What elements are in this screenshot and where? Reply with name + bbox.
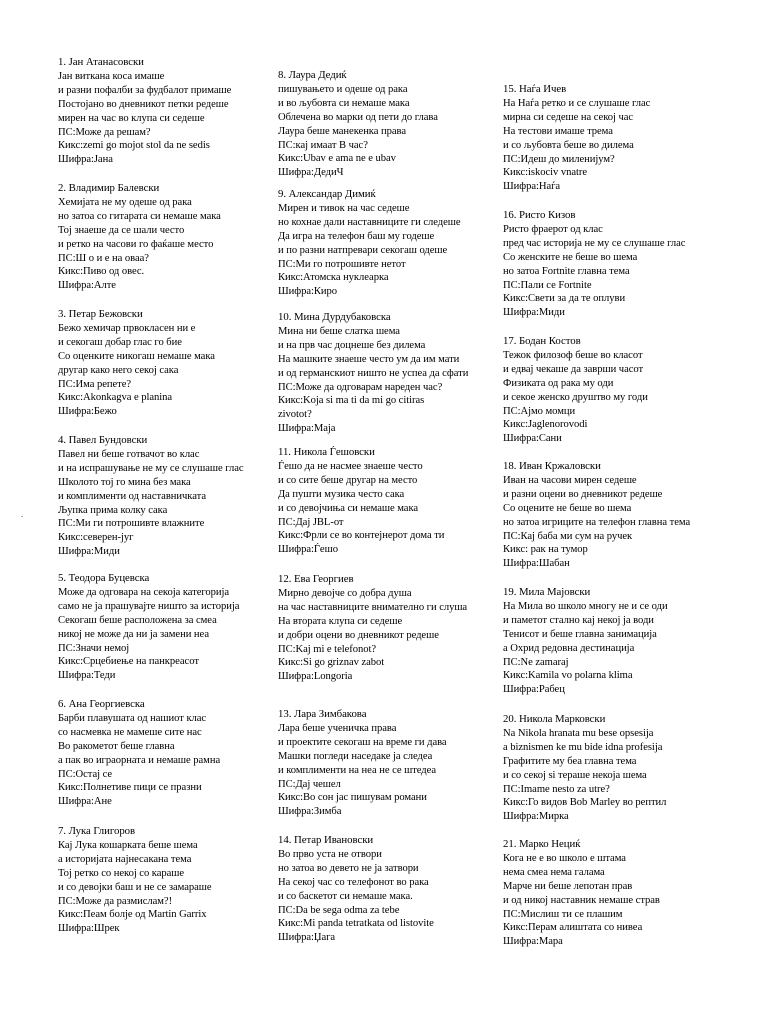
entry-line: нема смеа нема галама <box>503 866 605 878</box>
entry-line: Барби плавушата од нашиот клас <box>58 712 207 724</box>
entry-line: Шифра:Алте <box>58 280 116 292</box>
entry-line: ПС:Kaj mi e telefonot? <box>278 643 377 655</box>
student-entry <box>58 182 280 293</box>
entry-line: Шифра:Миди <box>58 546 120 558</box>
entry-line: Љупка прима колку сака <box>58 504 168 516</box>
entry-line: и од германскиот ништо не успеа да сфати <box>278 367 469 379</box>
student-entry <box>278 311 502 436</box>
entry-line: Шифра:Наѓа <box>503 181 561 193</box>
student-entry <box>278 708 502 819</box>
entry-line: Шифра:Киро <box>278 286 337 298</box>
entry-line: Шифра:ДедиЧ <box>278 167 344 179</box>
entry-title: 3. Петар Бежовски <box>58 308 143 320</box>
entry-line: Кикс:Kamila vo polarna klima <box>503 670 633 682</box>
entry-title: 20. Никола Марковски <box>503 713 606 725</box>
entry-line: Шифра:Longoria <box>278 671 353 683</box>
entry-line: ПС:Кај баба ми сум на ручек <box>503 530 633 542</box>
stray-mark: . <box>21 509 24 519</box>
entry-line: само не ја прашувајте ништо за историја <box>58 600 240 612</box>
entry-title: 13. Лара Зимбакова <box>278 708 367 720</box>
entry-line: ПС:Има репете? <box>58 378 131 390</box>
entry-title: 19. Мила Мајовски <box>503 586 591 598</box>
entry-line: Кога не е во школо е штама <box>503 852 626 864</box>
student-entry <box>503 838 765 949</box>
entry-line: и разни пофалби за фудбалот примаше <box>58 84 232 96</box>
entry-line: никој не може да ни ја замени неа <box>58 628 209 640</box>
entry-line: ПС:Може да одговарам нареден час? <box>278 381 443 393</box>
entry-line: и секогаш добар глас го бие <box>58 336 182 348</box>
entry-line: ПС:Ш о и е на оваа? <box>58 252 149 264</box>
entry-line: Кикс:Пиво од овес. <box>58 266 145 278</box>
entry-line: пред час историја не му се слушаше глас <box>503 237 686 249</box>
entry-line: Кикс:Mi panda tetratkata od listovite <box>278 918 434 930</box>
entry-line: На тестови имаше трема <box>503 125 613 137</box>
entry-line: Кикс:Si go griznav zabot <box>278 657 385 669</box>
entry-line: zivotot? <box>278 409 312 421</box>
entry-line: и разни оцени во дневникот редеше <box>503 488 663 500</box>
entry-line: и едвај чекаше да заврши часот <box>503 363 644 375</box>
entry-line: и комплименти од наставничката <box>58 490 206 502</box>
entry-line: Кикс: рак на тумор <box>503 544 588 556</box>
entry-title: 8. Лаура Дедиќ <box>278 69 347 81</box>
entry-line: ПС:Ми ги потрошивте влажните <box>58 518 205 530</box>
entry-line: и со љубовта беше во дилема <box>503 139 634 151</box>
entry-line: Шифра:Џага <box>278 932 336 944</box>
entry-line: ПС:Ми го потрошивте нетот <box>278 258 406 270</box>
entry-line: со насмевка не мамеше сите нас <box>58 726 202 738</box>
student-entry <box>503 713 765 824</box>
entry-line: Машки погледи наседаке ја следеа <box>278 750 433 762</box>
student-entry <box>278 573 502 684</box>
entry-line: Со оцените не беше во шема <box>503 502 632 514</box>
entry-line: Тенисот и беше главна занимација <box>503 628 657 640</box>
entry-line: и добри оцени во дневникот редеше <box>278 629 439 641</box>
student-entry <box>278 69 502 180</box>
entry-line: Кикс:Фрли се во контејнерот дома ти <box>278 530 445 542</box>
entry-line: но затоа игриците на телефон главна тема <box>503 516 691 528</box>
entry-line: но затоа во девето не ја затвори <box>278 862 419 874</box>
entry-line: и со девојки баш и не се замараше <box>58 881 212 893</box>
entry-line: Во ракометот беше главна <box>58 740 175 752</box>
entry-title: 2. Владимир Балевски <box>58 182 160 194</box>
entry-line: Физиката од рака му оди <box>503 377 614 389</box>
entry-line: ПС:Остај се <box>58 768 113 780</box>
entry-line: Кикс:Jaglenorovodi <box>503 419 588 431</box>
entry-line: Кикс:Перам алиштата со нивеа <box>503 922 643 934</box>
entry-line: Облечена во марки од пети до глава <box>278 111 438 123</box>
entry-line: Павел ни беше готвачот во клас <box>58 448 200 460</box>
entry-line: Кикс:Akonkagva e planina <box>58 392 173 404</box>
entry-line: Тој ретко со некој со караше <box>58 867 185 879</box>
entry-line: ПС:Може да размислам?! <box>58 895 173 907</box>
entry-line: ПС:Може да решам? <box>58 126 151 138</box>
entry-line: и паметот стално кај некој ја води <box>503 614 654 626</box>
entry-line: Мина ни беше слатка шема <box>278 325 400 337</box>
entry-line: и на испрашување не му се слушаше глас <box>58 462 244 474</box>
entry-line: и комплименти на неа не се штедеа <box>278 764 437 776</box>
entry-title: 6. Ана Георгиевска <box>58 698 145 710</box>
entry-line: Марче ни беше лепотан прав <box>503 880 633 892</box>
entry-line: Бежо хемичар првокласен ни е <box>58 322 196 334</box>
entry-line: На втората клупа си седеше <box>278 615 403 627</box>
entry-line: пишувањето и одеше од рака <box>278 83 408 95</box>
entry-line: и ретко на часови го фаќаше место <box>58 238 214 250</box>
entry-line: ПС:Дај JBL-от <box>278 516 344 528</box>
entry-line: мирен на час во клупа си седеше <box>58 112 205 124</box>
entry-line: Шифра:Мара <box>503 936 563 948</box>
entry-line: Шифра:Бежо <box>58 406 117 418</box>
student-entry <box>503 83 765 194</box>
entry-title: 9. Александар Димиќ <box>278 188 376 200</box>
entry-line: Во прво уста не отвори <box>278 848 382 860</box>
entry-line: на час наставниците внимателно ги слуша <box>278 601 468 613</box>
entry-line: Иван на часови мирен седеше <box>503 474 637 486</box>
student-entry <box>503 335 765 446</box>
entry-line: Графитите му беа главна тема <box>503 755 637 767</box>
entry-title: 18. Иван Кржаловски <box>503 460 601 472</box>
entry-line: Шифра:Шрек <box>58 923 120 935</box>
entry-line: ПС:кај имаат В час? <box>278 139 368 151</box>
entry-line: Кикс:iskociv vnatre <box>503 167 588 179</box>
entry-line: Кикс:Го видов Bob Marley во рептил <box>503 797 667 809</box>
entry-line: ПС:Дај чешел <box>278 778 341 790</box>
entry-title: 4. Павел Бундовски <box>58 434 148 446</box>
entry-line: Може да одговара на секоја категорија <box>58 586 230 598</box>
entry-line: Тој знаеше да се шали често <box>58 224 185 236</box>
entry-line: и секое женско друштво му годи <box>503 391 648 403</box>
entry-line: и проектите секогаш на време ги дава <box>278 736 447 748</box>
entry-line: На Наѓа ретко и се слушаше глас <box>503 97 651 109</box>
entry-line: Лара беше ученичка права <box>278 722 397 734</box>
entry-line: Со оценките никогаш немаше мака <box>58 350 215 362</box>
entry-line: a biznismen ke mu bide idna profesija <box>503 741 663 753</box>
student-entry <box>58 434 280 559</box>
entry-line: Кикс:Срцебиење на панкреасот <box>58 656 199 668</box>
entry-line: ПС:Da be sega odma za tebe <box>278 904 400 916</box>
student-entry <box>58 308 280 419</box>
entry-line: Кај Лука кошарката беше шема <box>58 839 198 851</box>
entry-line: и на прв час доцнеше без дилема <box>278 339 426 351</box>
entry-line: мирна си седеше на секој час <box>503 111 634 123</box>
entry-line: Мирен и тивок на час седеше <box>278 202 410 214</box>
entry-line: Со женските не беше во шема <box>503 251 638 263</box>
entry-title: 7. Лука Глигоров <box>58 825 136 837</box>
entry-line: Кикс:северен-југ <box>58 532 134 544</box>
entry-line: Шифра:Миди <box>503 307 565 319</box>
entry-title: 5. Теодора Буцевска <box>58 572 150 584</box>
entry-line: Кикс:Во сон јас пишувам романи <box>278 792 427 804</box>
entry-line: но кохнае дали наставниците ги следеше <box>278 216 461 228</box>
entry-line: На Мила во школо многу не и се оди <box>503 600 668 612</box>
entry-line: Шифра:Сани <box>503 433 562 445</box>
student-entry <box>58 572 280 683</box>
entry-line: Кикс:Koja si ma ti da mi go citiras <box>278 395 425 407</box>
entry-line: На секој час со телефонот во рака <box>278 876 429 888</box>
entry-line: Шифра:Маја <box>278 423 336 435</box>
entry-line: Na Nikola hranata mu bese opsesija <box>503 727 654 739</box>
entry-line: и со девојчиња си немаше мака <box>278 502 419 514</box>
entry-line: Шифра:Зимба <box>278 806 342 818</box>
entry-line: ПС:Мислиш ти се плашим <box>503 908 623 920</box>
entry-title: 15. Наѓа Ичев <box>503 83 567 95</box>
entry-title: 1. Јан Атанасовски <box>58 56 144 68</box>
entry-line: Кикс:Свети за да те оплуви <box>503 293 626 305</box>
entry-line: Ѓешо да не насмее знаеше често <box>278 460 423 472</box>
student-entry <box>58 56 280 167</box>
entry-line: а Охрид редовна дестинација <box>503 642 635 654</box>
entry-line: Да пушти музика често сака <box>278 488 405 500</box>
entry-line: Кикс:Пеам болје од Martin Garrix <box>58 909 207 921</box>
entry-line: Школото тој го мина без мака <box>58 476 191 488</box>
entry-line: и со секој si тераше некоја шема <box>503 769 647 781</box>
entry-line: ПС:Пали се Fortnite <box>503 279 592 291</box>
entry-line: Лаура беше манекенка права <box>278 125 406 137</box>
student-entry <box>503 209 765 320</box>
entry-line: Кикс:Ubav e ama ne e ubav <box>278 153 396 165</box>
entry-title: 21. Марко Нециќ <box>503 838 581 850</box>
entry-line: Шифра:Рабец <box>503 684 565 696</box>
entry-line: Кикс:Полнетиве пици се празни <box>58 782 202 794</box>
entry-line: Шифра:Јана <box>58 154 113 166</box>
student-entry <box>278 834 502 945</box>
entry-line: но затоа со гитарата си немаше мака <box>58 210 221 222</box>
student-entry <box>278 188 502 299</box>
entry-title: 11. Никола Ѓешовски <box>278 446 375 458</box>
entry-line: ПС:Идеш до миленијум? <box>503 153 615 165</box>
entry-line: Јан виткана коса имаше <box>58 70 165 82</box>
entry-line: Да игра на телефон баш му годеше <box>278 230 435 242</box>
entry-line: а пак во играорната и немаше рамна <box>58 754 221 766</box>
entry-line: ПС:Ајмо момци <box>503 405 576 417</box>
entry-line: ПС:Imame nesto za utre? <box>503 783 610 795</box>
entry-line: и со сите беше другар на место <box>278 474 418 486</box>
entry-title: 17. Бодан Костов <box>503 335 581 347</box>
entry-line: а историјата најнесакана тема <box>58 853 192 865</box>
entry-line: и со баскетот си немаше мака. <box>278 890 413 902</box>
entry-title: 10. Мина Дурдубаковска <box>278 311 391 323</box>
entry-line: Секогаш беше расположена за смеа <box>58 614 217 626</box>
entry-line: и по разни натпревари секогаш одеше <box>278 244 448 256</box>
entry-line: Шифра:Ѓешо <box>278 544 338 556</box>
entry-line: другар како него секој сака <box>58 364 179 376</box>
entry-line: Кикс:zemi go mojot stol da ne sedis <box>58 140 210 152</box>
entry-line: Ристо фраерот од клас <box>503 223 603 235</box>
student-entry <box>278 446 502 557</box>
entry-line: ПС:Значи немој <box>58 642 130 654</box>
entry-line: Мирно девојче со добра душа <box>278 587 412 599</box>
entry-line: Хемијата не му одеше од рака <box>58 196 192 208</box>
entry-line: Тежок филозоф беше во класот <box>503 349 643 361</box>
student-entry <box>58 825 280 936</box>
entry-line: ПС:Ne zamaraj <box>503 656 569 668</box>
entry-line: и во љубовта си немаше мака <box>278 97 410 109</box>
entry-line: но затоа Fortnite главна тема <box>503 265 630 277</box>
entry-title: 14. Петар Ивановски <box>278 834 374 846</box>
entry-line: Кикс:Атомска нуклеарка <box>278 272 389 284</box>
student-entry <box>503 460 765 571</box>
entry-title: 12. Ева Георгиев <box>278 573 354 585</box>
entry-line: и од никој наставник немаше страв <box>503 894 660 906</box>
entry-line: Постојано во дневникот петки редеше <box>58 98 229 110</box>
student-entry <box>503 586 765 697</box>
student-entry <box>58 698 280 809</box>
entry-line: На машките знаеше често ум да им мати <box>278 353 460 365</box>
entry-line: Шифра:Шабан <box>503 558 570 570</box>
entry-line: Шифра:Ане <box>58 796 112 808</box>
entry-line: Шифра:Теди <box>58 670 116 682</box>
entry-title: 16. Ристо Кизов <box>503 209 576 221</box>
entry-line: Шифра:Мирка <box>503 811 569 823</box>
